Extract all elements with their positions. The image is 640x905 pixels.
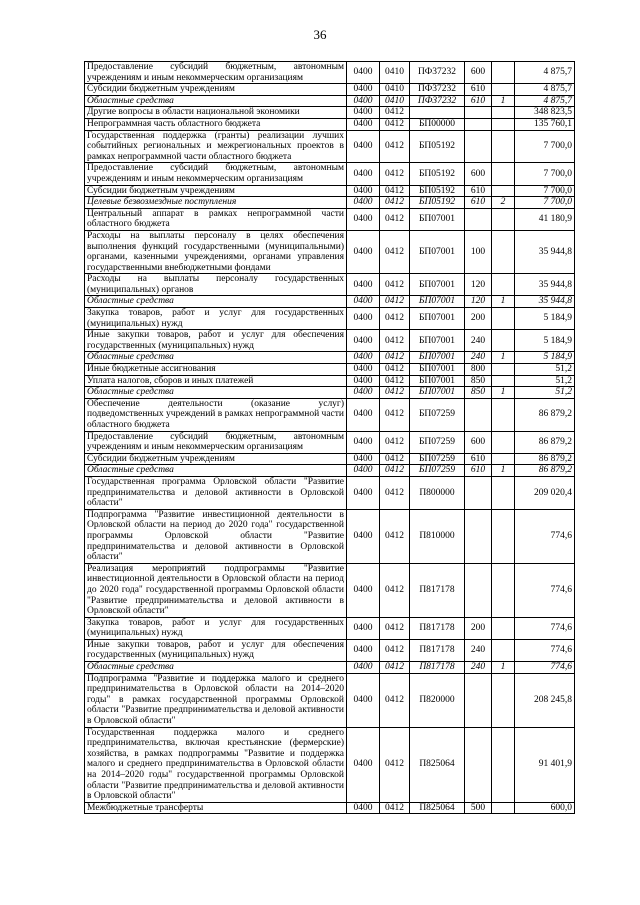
row-subsection-code: 0412 [380,802,410,814]
row-expense-type: 610 [465,453,492,465]
table-row [85,364,575,376]
row-target-article: БП00000 [410,118,465,130]
row-amount: 51,2 [515,364,575,376]
row-amount: 774,6 [515,563,575,617]
row-section-code: 0400 [347,509,380,563]
row-subsection-code: 0412 [380,118,410,130]
row-funding-source [492,375,515,387]
row-section-code: 0400 [347,673,380,727]
row-target-article: П817178 [410,617,465,639]
row-target-article: БП07001 [410,387,465,399]
row-amount: 35 944,8 [515,274,575,296]
row-name: Реализация мероприятий подпрограммы "Развитие инвестиционной деятельности в Орловской области на период до 2020 года" государственной программы Орловской области "Развитие предпринимательства и деловой активности в Орловской области" [85,563,347,617]
row-expense-type: 610 [465,465,492,477]
row-expense-type [465,476,492,509]
row-funding-source: 1 [492,296,515,308]
row-amount: 774,6 [515,617,575,639]
row-expense-type: 200 [465,308,492,330]
row-expense-type [465,563,492,617]
row-name: Государственная программа Орловской области "Развитие предпринимательства и деловой активности в Орловской области" [85,476,347,509]
row-name: Расходы на выплаты персоналу в целях обеспечения выполнения функций государственными (муниципальными) органами, казенными учреждениями, органами управления государственными внебюджетными фондами [85,230,347,273]
row-section-code: 0400 [347,163,380,185]
row-name: Иные закупки товаров, работ и услуг для обеспечения государственных (муниципальных) нужд [85,330,347,352]
row-section-code: 0400 [347,208,380,230]
row-target-article: БП07001 [410,230,465,273]
row-expense-type: 240 [465,662,492,674]
row-subsection-code: 0412 [380,453,410,465]
row-amount: 7 700,0 [515,185,575,197]
row-section-code: 0400 [347,453,380,465]
table-row [85,617,575,639]
row-target-article: ПФ37232 [410,62,465,84]
row-section-code: 0400 [347,431,380,453]
row-funding-source [492,563,515,617]
row-amount: 7 700,0 [515,163,575,185]
row-name: Областные средства [85,387,347,399]
row-name: Центральный аппарат в рамках непрограммной части областного бюджета [85,208,347,230]
row-target-article: БП05192 [410,130,465,163]
row-amount: 35 944,8 [515,230,575,273]
row-section-code: 0400 [347,617,380,639]
row-expense-type: 610 [465,95,492,107]
row-funding-source [492,398,515,431]
row-funding-source: 2 [492,197,515,209]
table-row [85,662,575,674]
table-row [85,802,575,814]
row-funding-source [492,185,515,197]
row-subsection-code: 0412 [380,398,410,431]
row-target-article: ПФ37232 [410,84,465,96]
row-subsection-code: 0412 [380,476,410,509]
row-target-article: П817178 [410,563,465,617]
row-name: Расходы на выплаты персоналу государственных (муниципальных) органов [85,274,347,296]
row-funding-source [492,727,515,802]
table-row [85,208,575,230]
row-section-code: 0400 [347,639,380,661]
row-amount: 51,2 [515,387,575,399]
table-row [85,163,575,185]
row-expense-type: 600 [465,163,492,185]
row-section-code: 0400 [347,398,380,431]
row-subsection-code: 0412 [380,274,410,296]
row-expense-type: 240 [465,639,492,661]
row-name: Предоставление субсидий бюджетным, автономным учреждениям и иным некоммерческим организациям [85,62,347,84]
row-name: Субсидии бюджетным учреждениям [85,453,347,465]
table-row [85,352,575,364]
row-subsection-code: 0412 [380,662,410,674]
table-row [85,185,575,197]
row-funding-source: 1 [492,662,515,674]
row-subsection-code: 0412 [380,509,410,563]
row-expense-type: 600 [465,431,492,453]
row-section-code: 0400 [347,296,380,308]
table-row [85,296,575,308]
row-amount: 86 879,2 [515,453,575,465]
row-funding-source: 1 [492,387,515,399]
row-funding-source [492,617,515,639]
table-row [85,130,575,163]
row-funding-source [492,163,515,185]
row-name: Областные средства [85,352,347,364]
row-expense-type: 850 [465,375,492,387]
row-funding-source [492,230,515,273]
row-target-article: БП07001 [410,208,465,230]
row-subsection-code: 0412 [380,163,410,185]
row-expense-type: 850 [465,387,492,399]
row-target-article: БП07001 [410,375,465,387]
row-target-article: БП07001 [410,296,465,308]
row-name: Областные средства [85,95,347,107]
row-subsection-code: 0410 [380,62,410,84]
row-name: Областные средства [85,662,347,674]
row-subsection-code: 0412 [380,208,410,230]
row-amount: 7 700,0 [515,197,575,209]
row-subsection-code: 0412 [380,364,410,376]
row-amount: 774,6 [515,509,575,563]
row-subsection-code: 0412 [380,465,410,477]
row-name: Государственная поддержка малого и среднего предпринимательства, включая крестьянские (фермерские) хозяйства, в рамках подпрограммы "Развитие и поддержка малого и среднего предпринимательства в Орловской области на 2014–2020 годы" государственной программы Орловской области "Развитие предпринимательства и деловой активности в Орловской области" [85,727,347,802]
row-name: Иные бюджетные ассигнования [85,364,347,376]
row-section-code: 0400 [347,563,380,617]
row-amount: 86 879,2 [515,465,575,477]
row-funding-source [492,509,515,563]
row-section-code: 0400 [347,465,380,477]
row-funding-source: 1 [492,352,515,364]
row-amount: 600,0 [515,802,575,814]
row-amount: 209 020,4 [515,476,575,509]
row-funding-source [492,364,515,376]
table-row [85,453,575,465]
row-funding-source: 1 [492,465,515,477]
row-section-code: 0400 [347,802,380,814]
row-expense-type: 610 [465,84,492,96]
row-target-article: БП07001 [410,274,465,296]
row-section-code: 0400 [347,230,380,273]
row-subsection-code: 0412 [380,387,410,399]
row-section-code: 0400 [347,662,380,674]
row-expense-type [465,107,492,119]
row-section-code: 0400 [347,197,380,209]
row-name: Закупка товаров, работ и услуг для государственных (муниципальных) нужд [85,617,347,639]
row-target-article: БП07259 [410,431,465,453]
table-row [85,465,575,477]
row-name: Государственная поддержка (гранты) реализации лучших событийных региональных и межрегиональных проектов в рамках непрограммной части областного бюджета [85,130,347,163]
row-funding-source [492,453,515,465]
row-section-code: 0400 [347,185,380,197]
row-amount: 4 875,7 [515,95,575,107]
row-funding-source [492,330,515,352]
row-name: Межбюджетные трансферты [85,802,347,814]
row-amount: 41 180,9 [515,208,575,230]
row-target-article: БП07001 [410,330,465,352]
row-expense-type [465,398,492,431]
row-expense-type: 600 [465,62,492,84]
row-section-code: 0400 [347,352,380,364]
row-name: Уплата налогов, сборов и иных платежей [85,375,347,387]
table-row [85,330,575,352]
row-expense-type: 100 [465,230,492,273]
row-funding-source [492,476,515,509]
row-funding-source [492,130,515,163]
row-amount: 91 401,9 [515,727,575,802]
row-subsection-code: 0412 [380,197,410,209]
row-section-code: 0400 [347,330,380,352]
row-name: Субсидии бюджетным учреждениям [85,84,347,96]
row-target-article: БП07001 [410,364,465,376]
row-amount: 774,6 [515,662,575,674]
table-row [85,95,575,107]
row-expense-type [465,509,492,563]
row-funding-source [492,84,515,96]
row-subsection-code: 0412 [380,617,410,639]
row-funding-source [492,107,515,119]
row-section-code: 0400 [347,308,380,330]
table-row [85,509,575,563]
row-expense-type [465,118,492,130]
row-subsection-code: 0412 [380,673,410,727]
row-section-code: 0400 [347,364,380,376]
table-row [85,230,575,273]
row-funding-source [492,208,515,230]
row-section-code: 0400 [347,387,380,399]
row-section-code: 0400 [347,476,380,509]
row-expense-type [465,208,492,230]
row-amount: 5 184,9 [515,308,575,330]
row-amount: 4 875,7 [515,62,575,84]
row-subsection-code: 0412 [380,185,410,197]
row-name: Подпрограмма "Развитие и поддержка малого и среднего предпринимательства в Орловской области на 2014–2020 годы" в рамках государственной программы Орловской области "Развитие предпринимательства и деловой активности в Орловской области" [85,673,347,727]
row-section-code: 0400 [347,62,380,84]
row-target-article: БП07001 [410,308,465,330]
budget-table [84,61,575,814]
row-expense-type: 200 [465,617,492,639]
table-row [85,107,575,119]
row-subsection-code: 0412 [380,330,410,352]
row-funding-source [492,308,515,330]
row-target-article: БП05192 [410,185,465,197]
row-expense-type: 800 [465,364,492,376]
row-name: Закупка товаров, работ и услуг для государственных (муниципальных) нужд [85,308,347,330]
row-name: Целевые безвозмездные поступления [85,197,347,209]
row-target-article: БП07259 [410,398,465,431]
row-section-code: 0400 [347,118,380,130]
row-name: Непрограммная часть областного бюджета [85,118,347,130]
row-amount: 86 879,2 [515,398,575,431]
row-funding-source [492,639,515,661]
row-subsection-code: 0412 [380,352,410,364]
row-amount: 86 879,2 [515,431,575,453]
page-number: 36 [313,27,327,42]
row-target-article: БП05192 [410,197,465,209]
table-row [85,84,575,96]
row-expense-type [465,130,492,163]
row-expense-type: 610 [465,185,492,197]
row-target-article [410,107,465,119]
row-amount: 5 184,9 [515,352,575,364]
table-row [85,197,575,209]
table-row [85,308,575,330]
row-name: Подпрограмма "Развитие инвестиционной деятельности в Орловской области на период до 2020 года" государственной программы Орловской области "Развитие предпринимательства и деловой активности в Орловской области" [85,509,347,563]
row-name: Предоставление субсидий бюджетным, автономным учреждениям и иным некоммерческим организациям [85,431,347,453]
row-expense-type: 240 [465,330,492,352]
row-funding-source: 1 [492,95,515,107]
row-funding-source [492,431,515,453]
table-row [85,673,575,727]
table-row [85,639,575,661]
row-subsection-code: 0412 [380,639,410,661]
row-section-code: 0400 [347,84,380,96]
row-name: Областные средства [85,465,347,477]
row-subsection-code: 0412 [380,296,410,308]
row-funding-source [492,673,515,727]
row-amount: 135 760,1 [515,118,575,130]
row-subsection-code: 0412 [380,375,410,387]
row-target-article: П820000 [410,673,465,727]
table-row [85,62,575,84]
row-subsection-code: 0412 [380,230,410,273]
row-amount: 7 700,0 [515,130,575,163]
row-name: Субсидии бюджетным учреждениям [85,185,347,197]
row-funding-source [492,118,515,130]
row-subsection-code: 0412 [380,107,410,119]
table-row [85,118,575,130]
row-section-code: 0400 [347,130,380,163]
table-row [85,398,575,431]
row-target-article: БП07259 [410,465,465,477]
row-subsection-code: 0412 [380,308,410,330]
row-section-code: 0400 [347,727,380,802]
row-subsection-code: 0412 [380,130,410,163]
row-expense-type: 120 [465,274,492,296]
row-name: Иные закупки товаров, работ и услуг для обеспечения государственных (муниципальных) нужд [85,639,347,661]
row-funding-source [492,274,515,296]
row-target-article: БП05192 [410,163,465,185]
row-expense-type: 240 [465,352,492,364]
row-target-article: П817178 [410,662,465,674]
row-name: Областные средства [85,296,347,308]
table-row [85,476,575,509]
table-row [85,563,575,617]
table-row [85,274,575,296]
row-subsection-code: 0410 [380,95,410,107]
row-amount: 348 823,5 [515,107,575,119]
row-section-code: 0400 [347,107,380,119]
row-subsection-code: 0412 [380,727,410,802]
table-row [85,387,575,399]
row-amount: 35 944,8 [515,296,575,308]
row-target-article: П800000 [410,476,465,509]
row-target-article: ПФ37232 [410,95,465,107]
row-section-code: 0400 [347,274,380,296]
row-expense-type [465,673,492,727]
row-amount: 51,2 [515,375,575,387]
row-target-article: П825064 [410,727,465,802]
row-target-article: БП07259 [410,453,465,465]
row-target-article: П825064 [410,802,465,814]
row-name: Обеспечение деятельности (оказание услуг) подведомственных учреждений в рамках непрограммной части областного бюджета [85,398,347,431]
row-amount: 5 184,9 [515,330,575,352]
row-subsection-code: 0412 [380,563,410,617]
table-row [85,727,575,802]
row-expense-type: 120 [465,296,492,308]
row-subsection-code: 0410 [380,84,410,96]
row-expense-type: 500 [465,802,492,814]
row-target-article: П817178 [410,639,465,661]
row-name: Предоставление субсидий бюджетным, автономным учреждениям и иным некоммерческим организациям [85,163,347,185]
row-amount: 208 245,8 [515,673,575,727]
row-amount: 4 875,7 [515,84,575,96]
table-row [85,375,575,387]
table-row [85,431,575,453]
row-section-code: 0400 [347,95,380,107]
row-expense-type: 610 [465,197,492,209]
row-funding-source [492,802,515,814]
row-subsection-code: 0412 [380,431,410,453]
row-name: Другие вопросы в области национальной экономики [85,107,347,119]
row-expense-type [465,727,492,802]
row-amount: 774,6 [515,639,575,661]
row-section-code: 0400 [347,375,380,387]
row-target-article: БП07001 [410,352,465,364]
row-target-article: П810000 [410,509,465,563]
row-funding-source [492,62,515,84]
